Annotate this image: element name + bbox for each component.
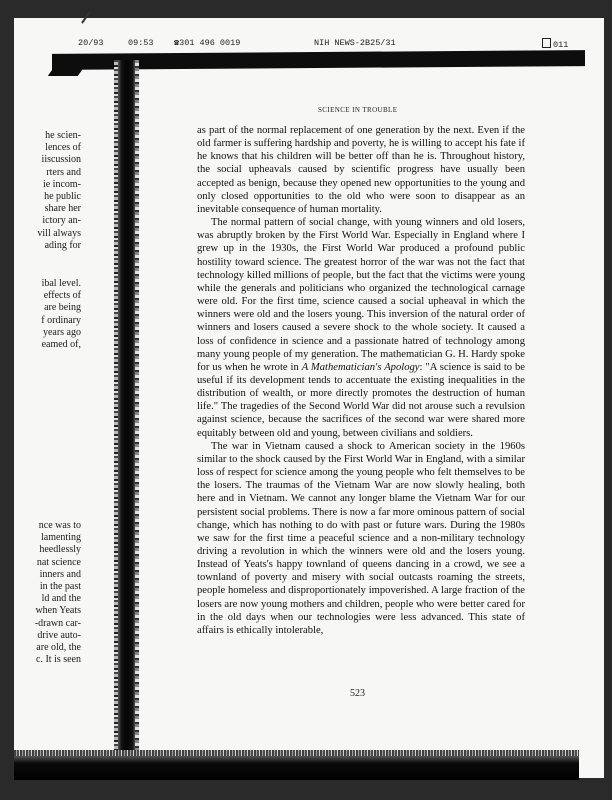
book-spine-shadow — [118, 60, 136, 750]
paragraph-3: The war in Vietnam caused a shock to American society in the 1960s similar to the shock caused by the First World War in England, with a similar loss of respect for science among the young people who felt themselves to be the losers. The traumas of the Vietnam War are now slowly healing, both here and in Vietnam. We cannot any longer blame the Vietnam War for our persistent social problems. There is now a far more ominous pattern of social change, which has nothing to do with past or future wars. During the 1980s we saw for the first time a peaceful science and a non-military technology driving a revolution in which the winners were old and the losers young. Instead of Yeats's happy townland of queens dancing in a crowd, we see a townland of poverty and misery with social outcasts roaming the streets, people homeless and disproportionately impoverished. A large fraction of the losers are now young mothers and children, people who were better cared for in the old days when our technologies were less advanced. This state of affairs is ethically intolerable, — [197, 440, 525, 636]
paragraph-2: The normal pattern of social change, with young winners and old losers, was abruptly broken by the First World War. Especially in England where I grew up in the 1930s, the First World War produced a profound public hostility toward science. The greatest horror of the war was not the fact that technology killed millions of people, but the fact that the victims were young while the generals and politicians who organized the technological carnage were old. For the first time, science caused a social upheaval in which the winners were old and the losers young. This inversion of the natural order of winners and losers caused a severe shock to the whole society. It caused a loss of confidence in science and a passionate hatred of technology among many young people of my generation. The mathematician G. H. Hardy spoke for us when he wrote in A Mathematician's Apology: "A science is said to be useful if its development tends to accentuate the existing inequalities in the distribution of wealth, or more directly promotes the destruction of human life." The tragedies of the Second World War did not arouse such a revulsion against science, because the sacrifices of the second war were shared more equitably between old and young, between civilians and soldiers. — [197, 217, 525, 439]
facing-page-line: lamenting — [41, 532, 81, 544]
facing-page-line: when Yeats — [35, 605, 81, 617]
facing-page-line: c. It is seen — [36, 654, 81, 666]
paragraph-1: as part of the normal replacement of one generation by the next. Even if the old farmer is suffering hardship and poverty, he is willing to accept his fate if he knows that his children will be better off than he is. Throughout history, the social upheavals caused by scientific progress have usually been accepted as benign, because they opened new opportunities to the young and only closed opportunities to the old who were soon to disappear as an inevitable consequence of human mortality. — [197, 125, 525, 215]
running-head: SCIENCE IN TROUBLE — [318, 106, 398, 114]
fax-page-number: 011 — [542, 38, 568, 50]
facing-page-line: effects of — [43, 290, 81, 302]
facing-page-line: nce was to — [38, 520, 81, 531]
fax-phone: ☎301 496 0019 — [174, 38, 241, 48]
facing-page-fragment — [15, 120, 115, 680]
book-spine-edge-right — [135, 60, 139, 750]
facing-page-line: f ordinary — [41, 314, 81, 326]
facing-page-line: -drawn car- — [34, 617, 81, 629]
facing-page-line: ictory an- — [42, 215, 81, 227]
book-title: A Mathematician's Apology — [301, 361, 420, 373]
facing-page-line: heedlessly — [39, 544, 81, 556]
facing-page-line: ie incom- — [42, 178, 81, 190]
facing-page-line: he public — [44, 191, 81, 202]
facing-page-line: years ago — [42, 326, 81, 338]
facing-page-line: ld and the — [41, 593, 81, 605]
facing-page-line: share her — [44, 203, 81, 215]
body-text — [197, 124, 525, 637]
page-number: 523 — [350, 688, 365, 699]
fax-page-icon — [542, 38, 551, 48]
facing-page-line: are being — [44, 302, 81, 314]
fax-date: 20/93 — [78, 38, 104, 48]
facing-page-line: ibal level. — [41, 278, 81, 289]
facing-page-line: he scien- — [45, 130, 81, 141]
facing-page-line: ading for — [44, 239, 81, 251]
facing-page-line: inners and — [39, 568, 81, 580]
facing-page-line: vill always — [37, 227, 81, 239]
scan-shadow-bottom — [14, 756, 579, 780]
facing-page-line: are old, the — [36, 642, 81, 653]
fax-time: 09:53 — [128, 38, 154, 48]
facing-page-line: eamed of, — [41, 339, 81, 350]
facing-page-line: nat science — [36, 556, 81, 568]
fax-sender: NIH NEWS-2B25/31 — [314, 38, 396, 48]
facing-page-line: iiscussion — [41, 154, 81, 166]
facing-page-line: rters and — [46, 166, 81, 178]
facing-page-line: in the past — [39, 581, 81, 592]
facing-page-line: lences of — [45, 142, 81, 154]
facing-page-line: drive auto- — [37, 629, 81, 641]
